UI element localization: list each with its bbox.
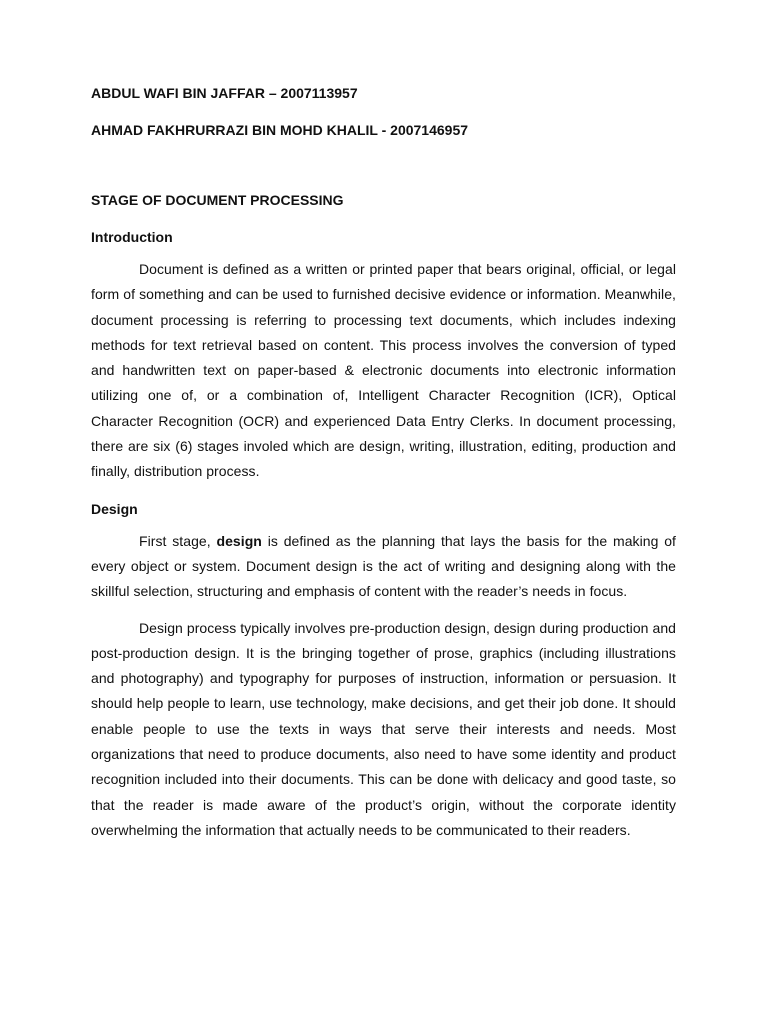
design-paragraph-1 — [91, 529, 676, 605]
design-heading: Design — [91, 500, 138, 517]
introduction-heading: Introduction — [91, 229, 173, 245]
design-paragraph-1-lead: First stage, — [139, 532, 217, 549]
author-line-2: AHMAD FAKHRURRAZI BIN MOHD KHALIL - 2007146957 — [91, 122, 469, 138]
document-title: STAGE OF DOCUMENT PROCESSING — [91, 192, 344, 208]
author-line-1: ABDUL WAFI BIN JAFFAR – 2007113957 — [91, 85, 358, 101]
design-term: design — [216, 532, 262, 549]
design-paragraph-1-rest: is defined as the planning that lays the basis for the making of every object or system. Document design is the act of writing and designing along with the skillful selection, structuring and emphasis of content with the reader’s needs in focus. — [91, 532, 676, 600]
introduction-paragraph: Document is defined as a written or printed paper that bears original, official, or legal form of something and can be used to furnished decisive evidence or information. Meanwhile, document processing is referring to processing text documents, which includes indexing methods for text retrieval based on content. This process involves the conversion of typed and handwritten text on paper-based & electronic documents into electronic information utilizing one of, or a combination of, Intelligent Character Recognition (ICR), Optical Character Recognition (OCR) and experienced Data Entry Clerks. In document processing, there are six (6) stages involed which are design, writing, illustration, editing, production and finally, distribution process. — [91, 261, 676, 480]
design-paragraph-2: Design process typically involves pre-production design, design during production and post-production design. It is the bringing together of prose, graphics (including illustrations and photography) and typography for purposes of instruction, information or persuasion. It should help people to learn, use technology, make decisions, and get their job done. It should enable people to use the texts in ways that serve their interests and needs. Most organizations that need to produce documents, also need to have some identity and product recognition included into their documents. This can be done with delicacy and good taste, so that the reader is made aware of the product’s origin, without the corporate identity overwhelming the information that actually needs to be communicated to their readers. — [91, 619, 676, 838]
